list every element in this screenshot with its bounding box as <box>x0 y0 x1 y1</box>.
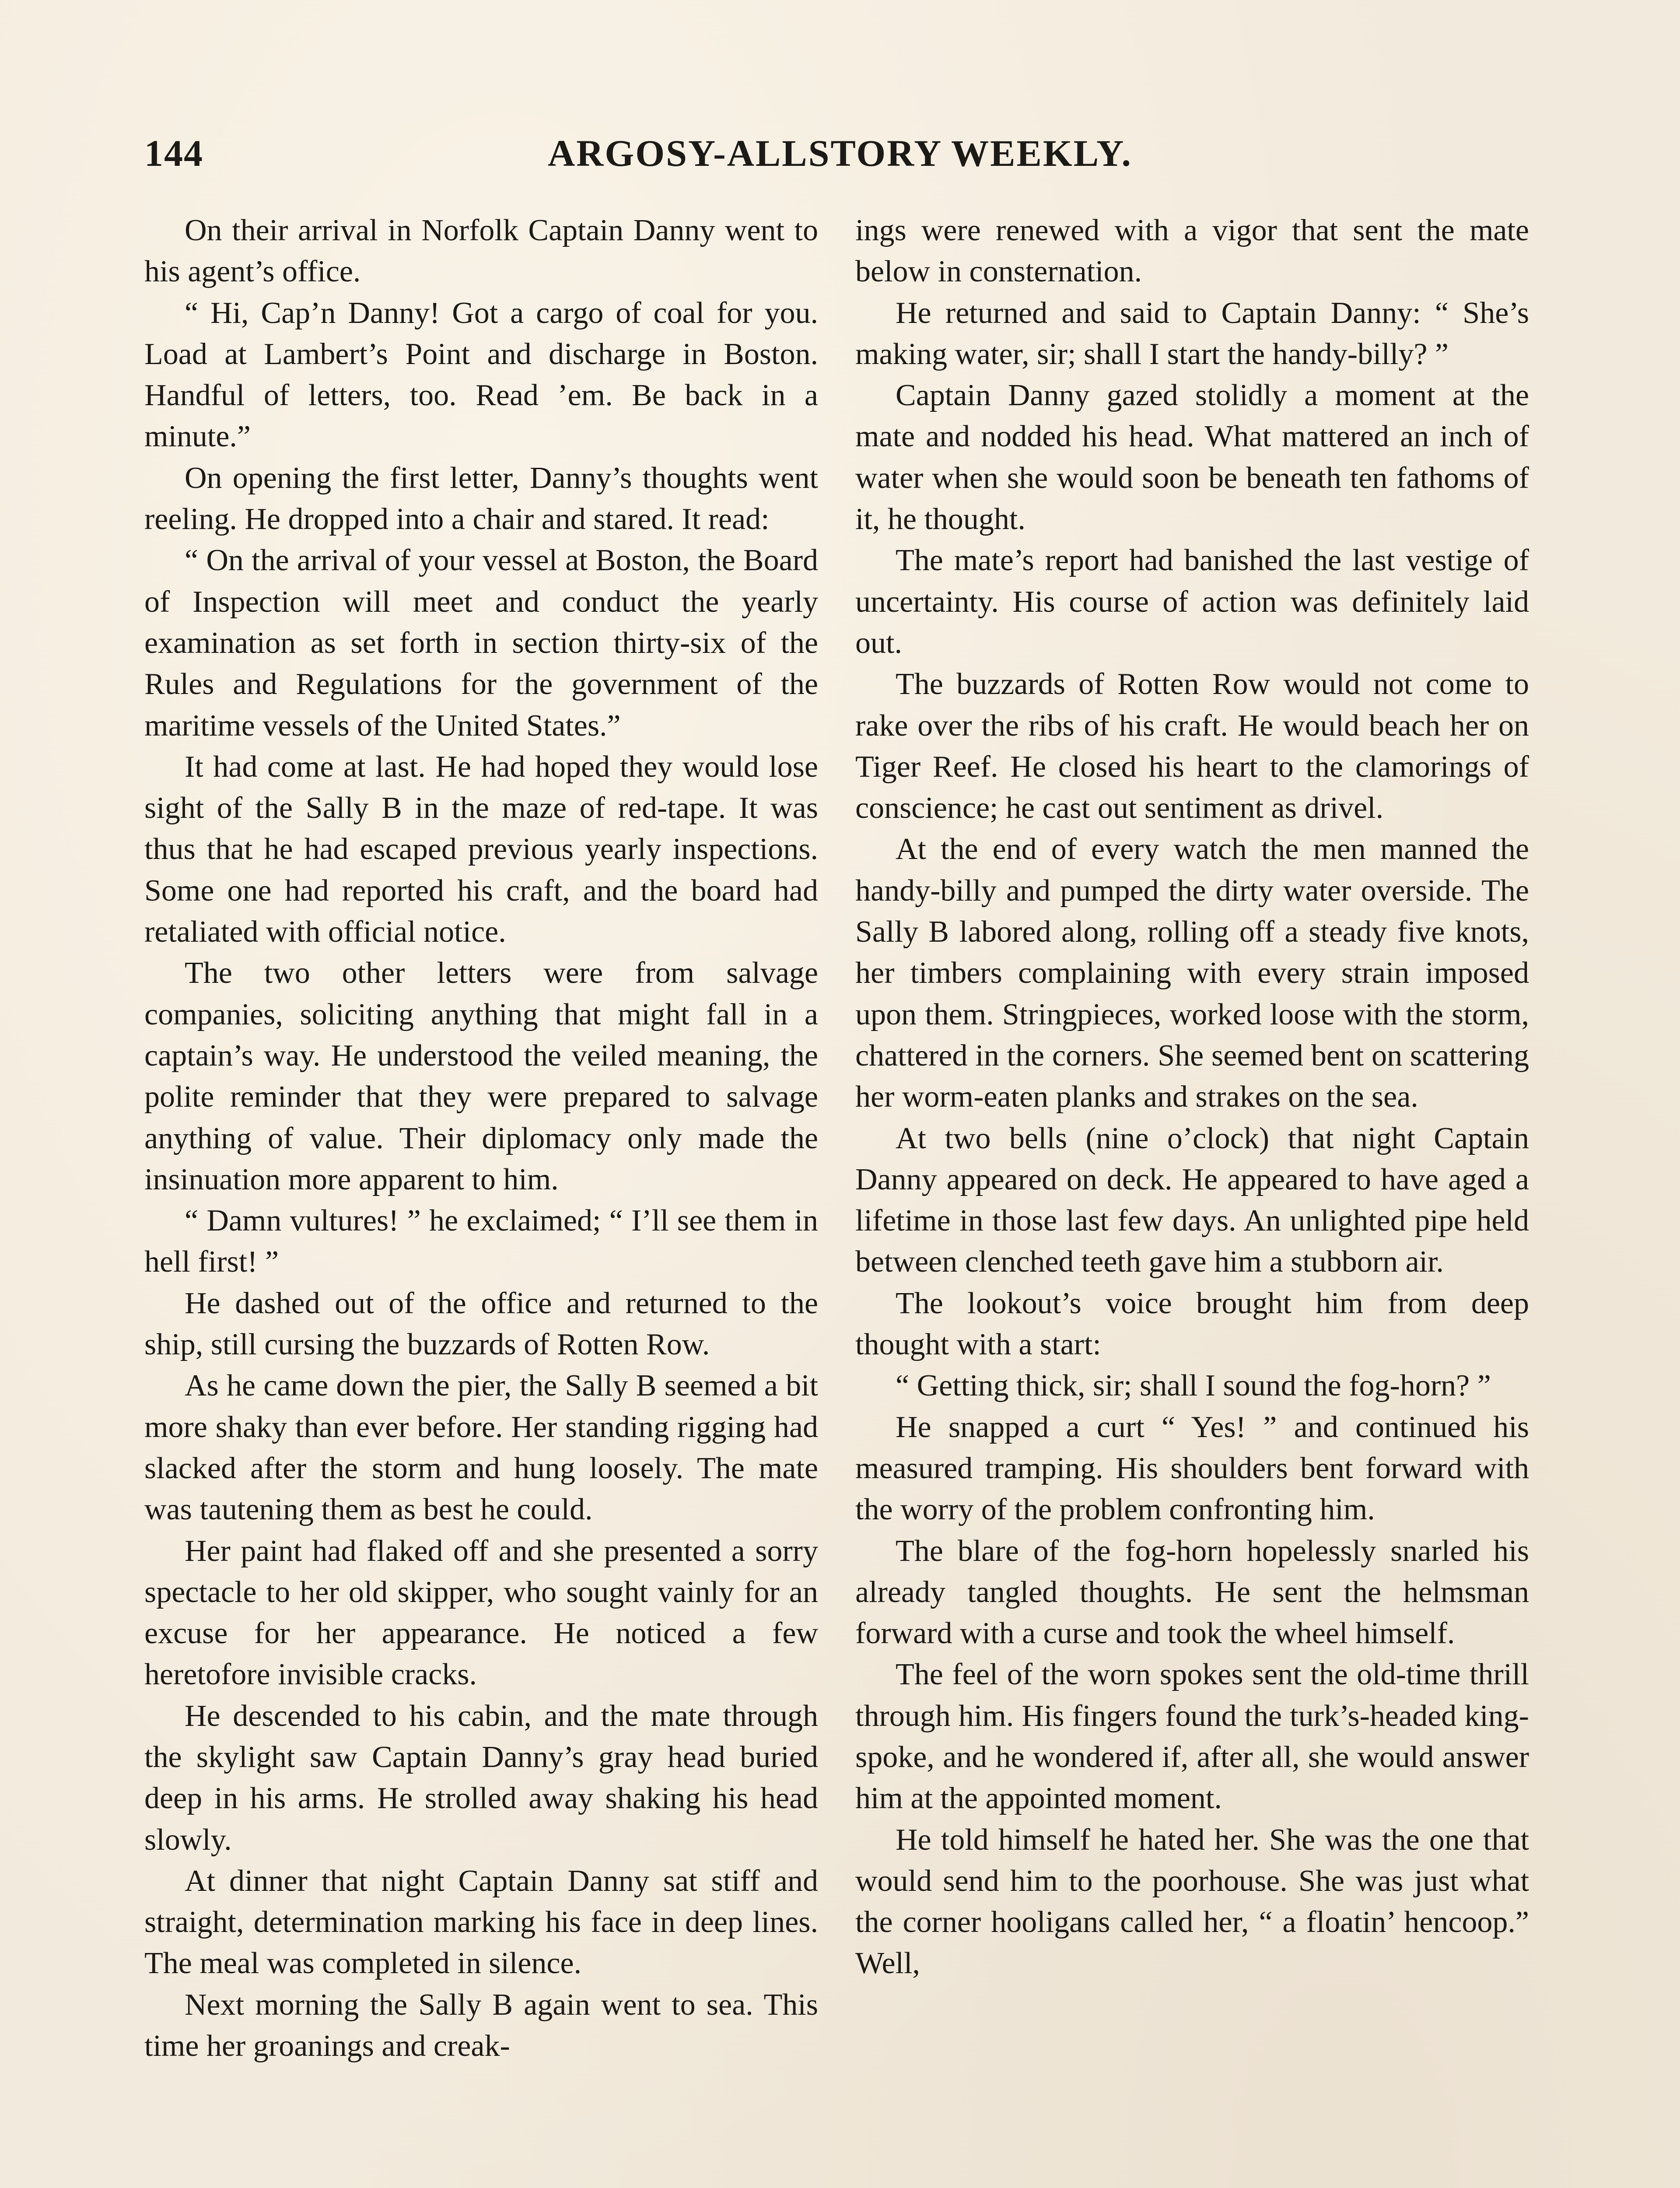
paragraph: ings were renewed with a vigor that sent the mate below in consternation. <box>855 214 1529 289</box>
right-column <box>855 210 1529 1985</box>
paragraph: The buzzards of Rotten Row would not come to rake over the ribs of his craft. He would beach her on Tiger Reef. He closed his heart to the clamorings of conscience; he cast out sentiment as drivel. <box>855 667 1529 825</box>
paragraph: He told himself he hated her. She was the one that would send him to the poorhouse. She was just what the corner hooligans called her, “ a floatin’ hencoop.” Well, <box>855 1823 1529 1981</box>
paragraph: “ Hi, Cap’n Danny! Got a cargo of coal for you. Load at Lambert’s Point and discharge in Boston. Handful of letters, too. Read ’em. Be back in a minute.” <box>144 296 818 454</box>
paragraph: “ Getting thick, sir; shall I sound the fog-horn? ” <box>896 1369 1491 1403</box>
paragraph: On opening the first letter, Danny’s thoughts went reeling. He dropped into a chair and stared. It read: <box>144 461 818 536</box>
paragraph: Captain Danny gazed stolidly a moment at the mate and nodded his head. What mattered an inch of water when she would soon be beneath ten fathoms of it, he thought. <box>855 379 1529 536</box>
paragraph: The mate’s report had banished the last vestige of uncertainty. His course of action was definitely laid out. <box>855 543 1529 660</box>
paragraph: “ Damn vultures! ” he exclaimed; “ I’ll see them in hell first! ” <box>144 1204 818 1279</box>
running-head: ARGOSY-ALLSTORY WEEKLY. <box>548 132 1132 174</box>
paragraph: At the end of every watch the men manned the handy-billy and pumped the dirty water overside. The Sally B labored along, rolling off a steady five knots, her timbers complaining with every strain imposed upon them. Stringpieces, worked loose with the storm, chattered in the corners. She seemed bent on scattering her worm-eaten planks and strakes on the sea. <box>855 832 1529 1114</box>
paragraph: The feel of the worn spokes sent the old-time thrill through him. His fingers found the turk’s-headed king-spoke, and he wondered if, after all, she would answer him at the appointed moment. <box>855 1658 1529 1816</box>
paragraph: He returned and said to Captain Danny: “ She’s making water, sir; shall I start the handy-billy? ” <box>855 296 1529 371</box>
paragraph: The lookout’s voice brought him from deep thought with a start: <box>855 1286 1529 1362</box>
paragraph: He dashed out of the office and returned to the ship, still cursing the buzzards of Rotten Row. <box>144 1286 818 1362</box>
paragraph: At dinner that night Captain Danny sat stiff and straight, determination marking his face in deep lines. The meal was completed in silence. <box>144 1864 818 1981</box>
paragraph: Next morning the Sally B again went to sea. This time her groanings and creak- <box>144 1988 818 2063</box>
paragraph: “ On the arrival of your vessel at Boston, the Board of Inspection will meet and conduct the yearly examination as set forth in section thirty-six of the Rules and Regulations for the government of the maritime vessels of the United States.” <box>144 543 818 743</box>
page-number: 144 <box>144 132 203 174</box>
paragraph: At two bells (nine o’clock) that night Captain Danny appeared on deck. He appeared to have aged a lifetime in those last few days. An unlighted pipe held between clenched teeth gave him a stubborn air. <box>855 1121 1529 1279</box>
paragraph: On their arrival in Norfolk Captain Danny went to his agent’s office. <box>144 214 818 289</box>
paragraph: The two other letters were from salvage companies, soliciting anything that might fall in a captain’s way. He understood the veiled meaning, the polite reminder that they were prepared to salvage anything of value. Their diplomacy only made the insinuation more apparent to him. <box>144 956 818 1196</box>
paragraph: He snapped a curt “ Yes! ” and continued his measured tramping. His shoulders bent forward with the worry of the problem confronting him. <box>855 1410 1529 1527</box>
paragraph: It had come at last. He had hoped they would lose sight of the Sally B in the maze of red-tape. It was thus that he had escaped previous yearly inspections. Some one had reported his craft, and the board had retaliated with official notice. <box>144 750 818 949</box>
page-header <box>144 131 1536 179</box>
paragraph: Her paint had flaked off and she presented a sorry spectacle to her old skipper, who sought vainly for an excuse for her appearance. He noticed a few heretofore invisible cracks. <box>144 1534 818 1692</box>
paragraph: The blare of the fog-horn hopelessly snarled his already tangled thoughts. He sent the helmsman forward with a curse and took the wheel himself. <box>855 1534 1529 1651</box>
left-column <box>144 210 818 2067</box>
paragraph: He descended to his cabin, and the mate through the skylight saw Captain Danny’s gray head buried deep in his arms. He strolled away shaking his head slowly. <box>144 1699 818 1857</box>
paragraph: As he came down the pier, the Sally B seemed a bit more shaky than ever before. Her standing rigging had slacked after the storm and hung loosely. The mate was tautening them as best he could. <box>144 1369 818 1527</box>
